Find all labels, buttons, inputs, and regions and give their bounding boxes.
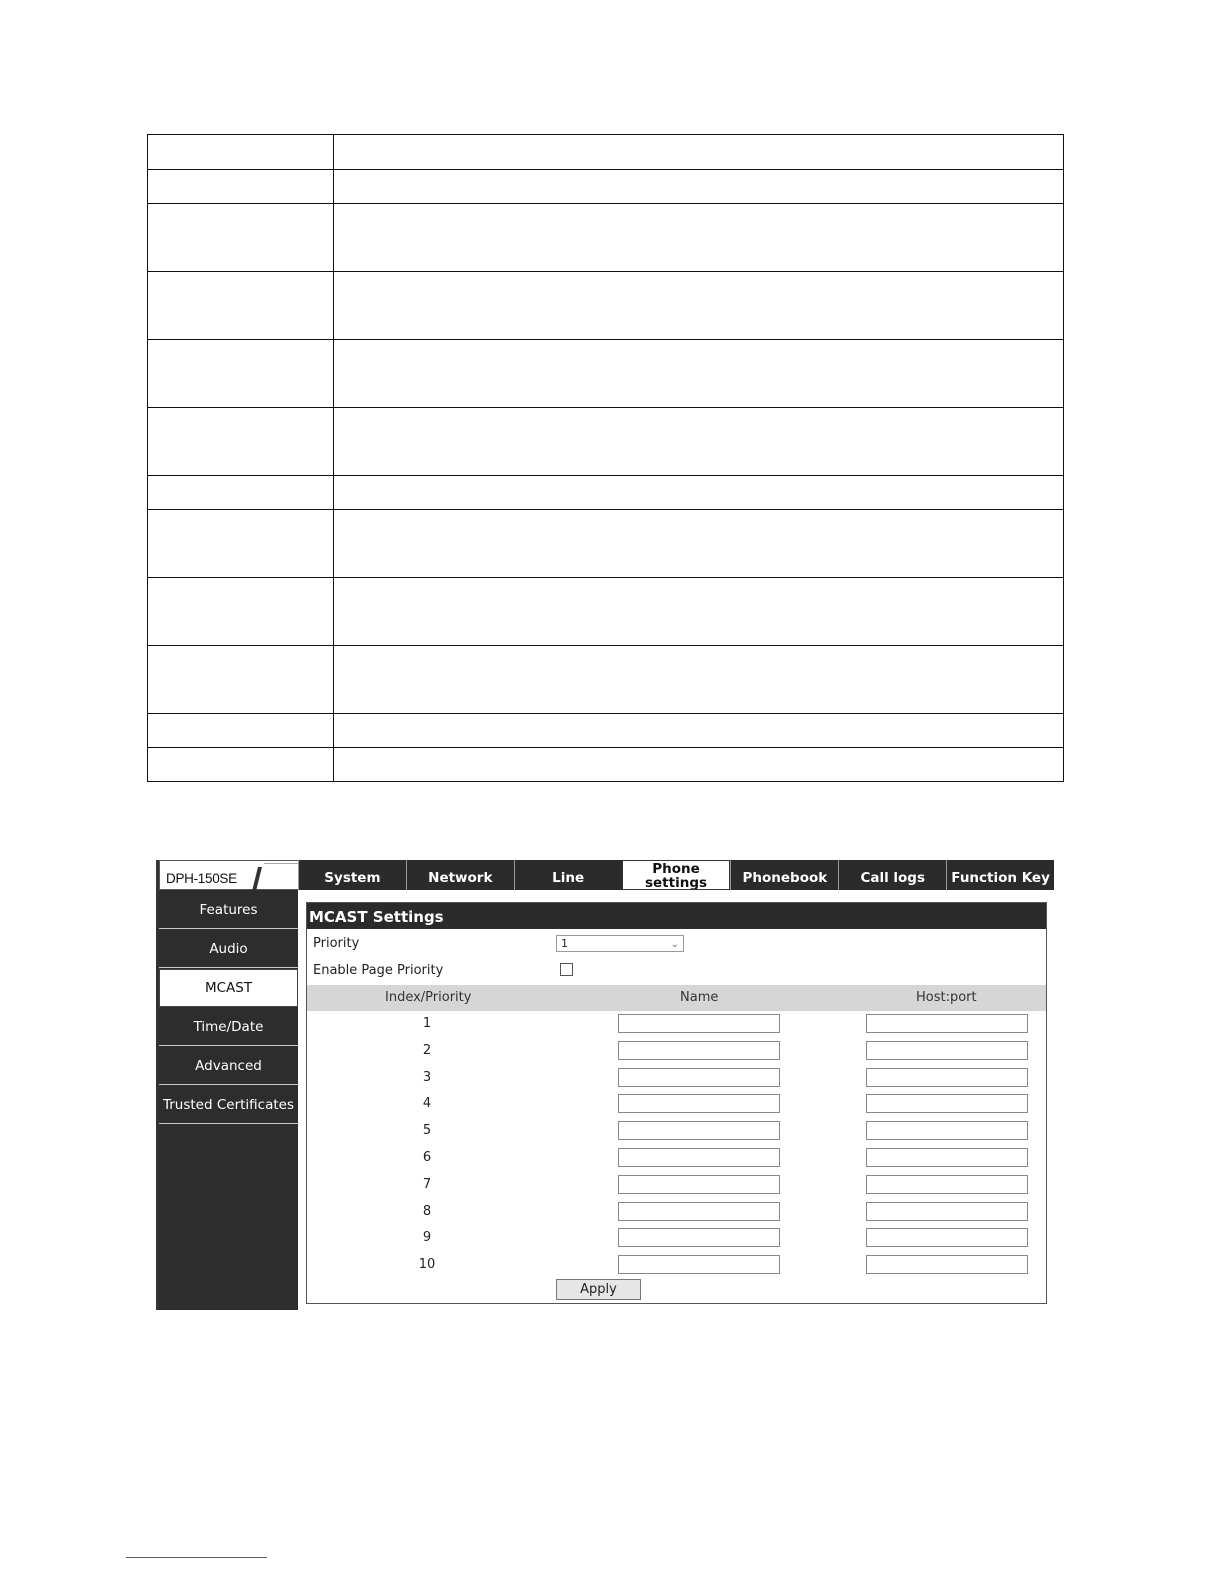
- table-row: [148, 408, 1064, 476]
- column-host-port: Host:port: [916, 990, 977, 1005]
- top-nav: [298, 860, 1054, 890]
- document-table: [147, 134, 1064, 782]
- priority-value: 1: [561, 937, 568, 950]
- name-input[interactable]: [618, 1014, 780, 1033]
- priority-label: Priority: [313, 936, 360, 951]
- table-row: [148, 748, 1064, 782]
- priority-select[interactable]: [556, 935, 684, 952]
- host-port-input[interactable]: [866, 1255, 1028, 1274]
- tab-network[interactable]: Network: [406, 860, 514, 890]
- panel-title: MCAST Settings: [307, 903, 1046, 929]
- table-row: [148, 646, 1064, 714]
- name-input[interactable]: [618, 1148, 780, 1167]
- table-row: [148, 578, 1064, 646]
- tab-function-key[interactable]: Function Key: [946, 860, 1054, 890]
- name-input[interactable]: [618, 1121, 780, 1140]
- sidebar-item-trusted-certificates[interactable]: Trusted Certificates: [159, 1086, 298, 1124]
- tab-phonebook[interactable]: Phonebook: [730, 860, 838, 890]
- table-row: [148, 714, 1064, 748]
- apply-button[interactable]: Apply: [556, 1279, 641, 1300]
- row-index: 1: [422, 1016, 432, 1031]
- sidebar-item-mcast[interactable]: MCAST: [159, 969, 298, 1007]
- row-index: 3: [422, 1069, 432, 1085]
- brand-name: DPH-150SE: [166, 871, 237, 886]
- column-name: Name: [680, 990, 719, 1005]
- host-port-input[interactable]: [866, 1041, 1028, 1060]
- grid-header: [307, 985, 1046, 1011]
- table-row: [307, 1172, 1046, 1198]
- row-index: 9: [422, 1230, 432, 1246]
- name-input[interactable]: [618, 1175, 780, 1194]
- table-row: [307, 1065, 1046, 1091]
- table-row: [307, 1038, 1046, 1064]
- table-row: [307, 1199, 1046, 1225]
- mcast-settings-panel: [306, 902, 1047, 1304]
- sidebar-item-time-date[interactable]: Time/Date: [159, 1008, 298, 1046]
- row-index: 6: [422, 1150, 432, 1165]
- chevron-down-icon: ⌄: [670, 939, 679, 950]
- sidebar: [159, 890, 298, 1310]
- table-row: [307, 1252, 1046, 1278]
- sidebar-item-advanced[interactable]: Advanced: [159, 1047, 298, 1085]
- sidebar-item-audio[interactable]: Audio: [159, 930, 298, 968]
- table-row: [307, 1225, 1046, 1251]
- name-input[interactable]: [618, 1228, 780, 1247]
- host-port-input[interactable]: [866, 1148, 1028, 1167]
- host-port-input[interactable]: [866, 1014, 1028, 1033]
- row-index: 5: [422, 1123, 432, 1139]
- table-row: [148, 272, 1064, 340]
- table-row: [307, 1145, 1046, 1171]
- tab-line[interactable]: Line: [514, 860, 622, 890]
- host-port-input[interactable]: [866, 1094, 1028, 1113]
- row-index: 8: [422, 1203, 432, 1219]
- host-port-input[interactable]: [866, 1228, 1028, 1247]
- host-port-input[interactable]: [866, 1121, 1028, 1140]
- host-port-input[interactable]: [866, 1068, 1028, 1087]
- table-row: [148, 340, 1064, 408]
- table-row: [148, 510, 1064, 578]
- row-index: 7: [422, 1176, 432, 1192]
- table-row: [148, 170, 1064, 204]
- name-input[interactable]: [618, 1255, 780, 1274]
- name-input[interactable]: [618, 1202, 780, 1221]
- footnote-link-underline: [126, 1557, 267, 1558]
- table-row: [307, 1011, 1046, 1037]
- sidebar-item-features[interactable]: Features: [159, 891, 298, 929]
- host-port-input[interactable]: [866, 1175, 1028, 1194]
- device-web-ui: [156, 860, 1054, 1310]
- row-index: 2: [422, 1042, 432, 1058]
- column-index-priority: Index/Priority: [385, 990, 472, 1005]
- table-row: [148, 204, 1064, 272]
- name-input[interactable]: [618, 1068, 780, 1087]
- tab-system[interactable]: System: [298, 860, 406, 890]
- tab-call-logs[interactable]: Call logs: [838, 860, 946, 890]
- row-index: 10: [418, 1257, 436, 1273]
- name-input[interactable]: [618, 1041, 780, 1060]
- tab-phone-settings[interactable]: Phone settings: [622, 860, 731, 890]
- host-port-input[interactable]: [866, 1202, 1028, 1221]
- row-index: 4: [422, 1096, 432, 1112]
- enable-page-priority-checkbox[interactable]: [560, 963, 573, 976]
- logo-slash-icon: [242, 863, 298, 891]
- table-row: [148, 476, 1064, 510]
- name-input[interactable]: [618, 1094, 780, 1113]
- table-row: [307, 1118, 1046, 1144]
- table-row: [148, 135, 1064, 170]
- brand-logo: [159, 860, 298, 890]
- enable-page-priority-label: Enable Page Priority: [313, 963, 444, 978]
- table-row: [307, 1091, 1046, 1117]
